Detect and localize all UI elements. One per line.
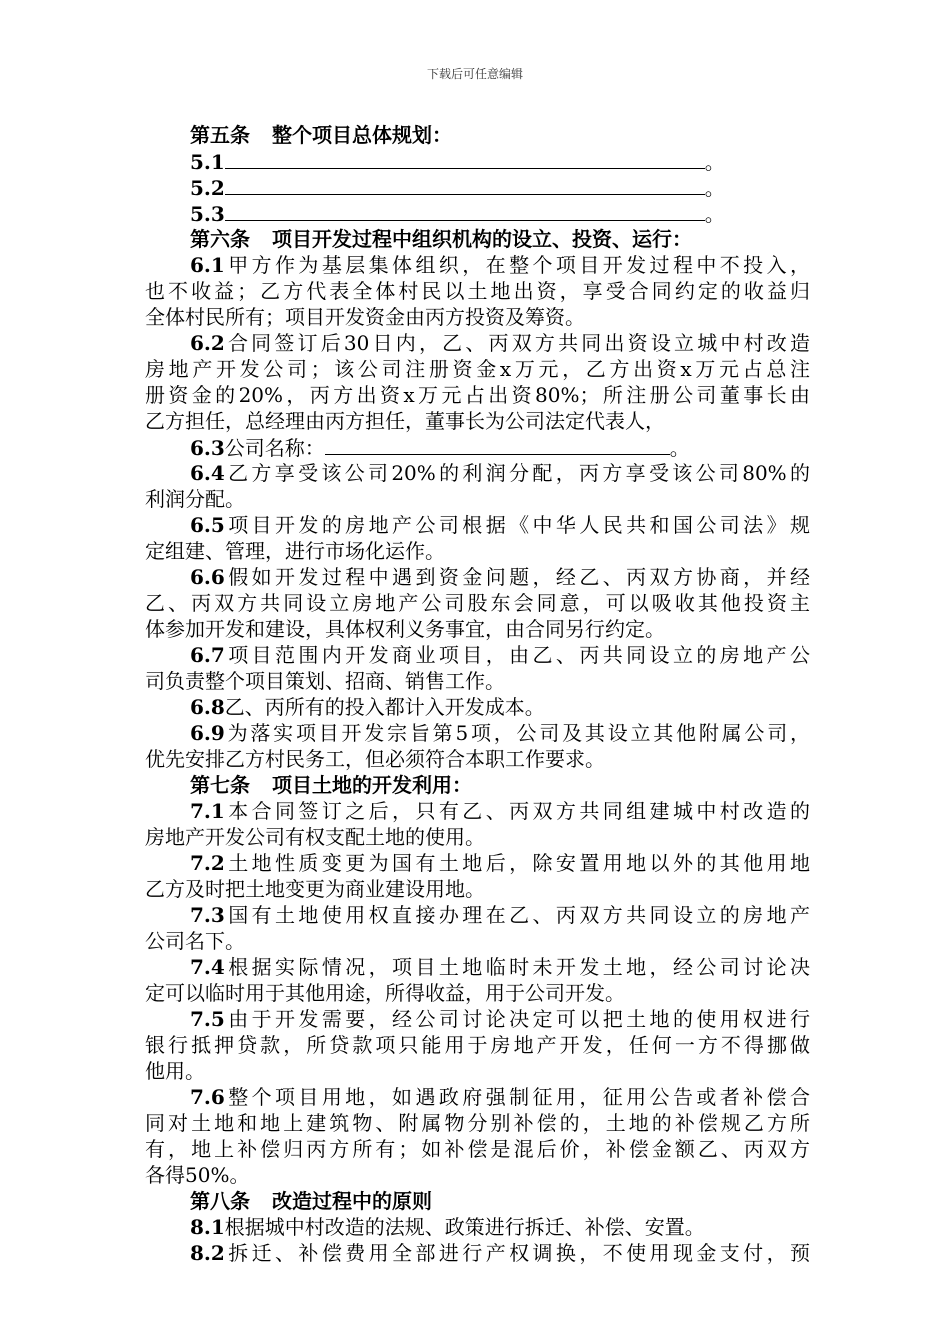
article-5-item-2: 5.2 。 — [190, 176, 725, 200]
article-5-item-3: 5.3 。 — [190, 202, 725, 226]
article-5-heading: 第五条 整个项目总体规划： — [190, 123, 452, 147]
clause-7-2: 7.2土地性质变更为国有土地后，除安置用地以外的其他用地 乙方及时把土地变更为商业建设用地。 — [145, 851, 810, 901]
clause-6-5: 6.5项目开发的房地产公司根据《中华人民共和国公司法》规 定组建、管理，进行市场化运作。 — [145, 513, 810, 563]
clause-6-1: 6.1甲方作为基层集体组织，在整个项目开发过程中不投入， 也不收益；乙方代表全体村民以土地出资，享受合同约定的收益归 全体村民所有；项目开发资金由丙方投资及筹资。 — [145, 253, 810, 329]
clause-7-3: 7.3国有土地使用权直接办理在乙、丙双方共同设立的房地产 公司名下。 — [145, 903, 810, 953]
article-5-item-1: 5.1 。 — [190, 150, 725, 174]
clause-7-6: 7.6整个项目用地，如遇政府强制征用，征用公告或者补偿合 同对土地和地上建筑物、附属物分别补偿的，土地的补偿规乙方所 有，地上补偿归丙方所有；如补偿是混后价，补偿金额乙、丙双方 各得50%。 — [145, 1085, 810, 1187]
clause-6-3: 6.3公司名称： 。 — [190, 436, 690, 460]
clause-6-2: 6.2合同签订后30日内，乙、丙双方共同出资设立城中村改造 房地产开发公司；该公司注册资金x万元，乙方出资x万元占总注 册资金的20%，丙方出资x万元占出资80%；所注册公司董事长由 乙方担任，总经理由丙方担任，董事长为公司法定代表人， — [145, 331, 810, 433]
fill-blank — [225, 174, 705, 195]
clause-7-1: 7.1本合同签订之后，只有乙、丙双方共同组建城中村改造的 房地产开发公司有权支配土地的使用。 — [145, 799, 810, 849]
clause-6-4: 6.4乙方享受该公司20%的利润分配，丙方享受该公司80%的 利润分配。 — [145, 461, 810, 511]
document-body — [145, 122, 810, 1266]
clause-8-2: 8.2拆迁、补偿费用全部进行产权调换，不使用现金支付，预 — [190, 1241, 810, 1265]
company-name-blank — [325, 434, 670, 455]
fill-blank — [225, 148, 705, 169]
clause-6-8: 6.8乙、丙所有的投入都计入开发成本。 — [190, 695, 545, 719]
clause-6-6: 6.6假如开发过程中遇到资金问题，经乙、丙双方协商，并经 乙、丙双方共同设立房地产公司股东会同意，可以吸收其他投资主 体参加开发和建设，具体权利义务事宜，由合同另行约定。 — [145, 565, 810, 641]
clause-7-5: 7.5由于开发需要，经公司讨论决定可以把土地的使用权进行 银行抵押贷款，所贷款项只能用于房地产开发，任何一方不得挪做 他用。 — [145, 1007, 810, 1083]
clause-7-4: 7.4根据实际情况，项目土地临时未开发土地，经公司讨论决 定可以临时用于其他用途，所得收益，用于公司开发。 — [145, 955, 810, 1005]
fill-blank — [225, 200, 705, 221]
article-6-heading: 第六条 项目开发过程中组织机构的设立、投资、运行： — [190, 227, 692, 251]
clause-6-7: 6.7项目范围内开发商业项目，由乙、丙共同设立的房地产公 司负责整个项目策划、招商、销售工作。 — [145, 643, 810, 693]
article-7-heading: 第七条 项目土地的开发利用： — [190, 773, 472, 797]
clause-6-9: 6.9为落实项目开发宗旨第5项，公司及其设立其他附属公司， 优先安排乙方村民务工，但必须符合本职工作要求。 — [145, 721, 810, 771]
page-header: 下载后可任意编辑 — [426, 67, 523, 81]
article-8-heading: 第八条 改造过程中的原则 — [190, 1189, 432, 1213]
clause-8-1: 8.1根据城中村改造的法规、政策进行拆迁、补偿、安置。 — [190, 1215, 705, 1239]
